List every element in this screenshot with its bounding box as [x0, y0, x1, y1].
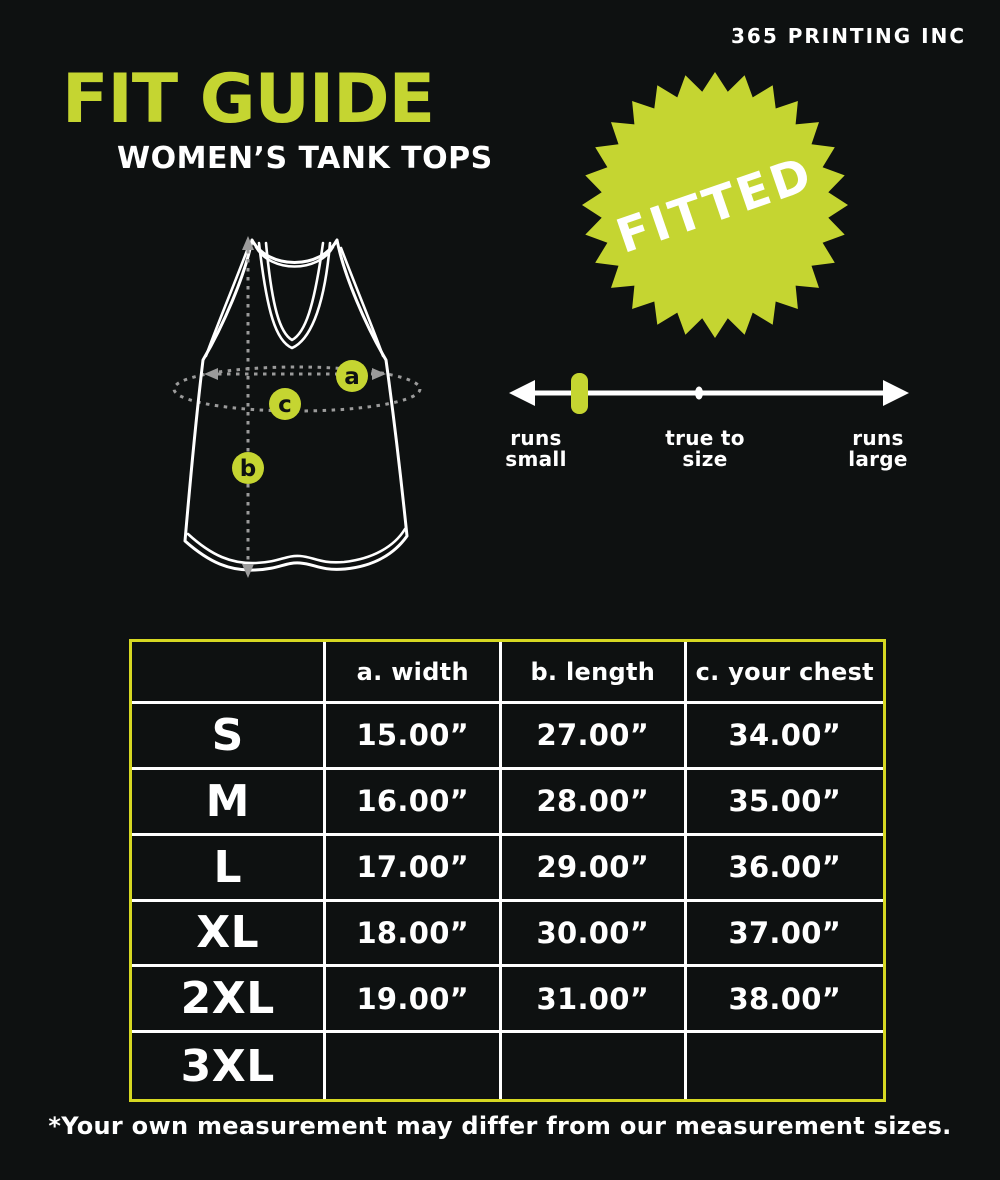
table-cell-length: 29.00”: [502, 836, 687, 902]
table-cell-width: 18.00”: [326, 902, 502, 968]
table-row-size: S: [132, 704, 326, 770]
width-arrow-left-icon: [204, 368, 218, 380]
table-cell-length: 31.00”: [502, 967, 687, 1033]
scale-label-line: small: [505, 447, 567, 471]
table-cell-length: [502, 1033, 687, 1099]
right-armhole-line: [341, 248, 383, 356]
table-cell-width: 19.00”: [326, 967, 502, 1033]
table-cell-width: [326, 1033, 502, 1099]
table-row-size: L: [132, 836, 326, 902]
scale-arrow-right-icon: [883, 380, 909, 406]
table-cell-chest: 34.00”: [687, 704, 883, 770]
measure-point-b-label: b: [239, 456, 257, 482]
scale-center-dot-icon: [695, 387, 703, 400]
size-table-header-length: b. length: [502, 642, 687, 704]
scale-label-line: runs: [510, 426, 562, 450]
page-title: FIT GUIDE: [62, 60, 435, 139]
table-cell-chest: 35.00”: [687, 770, 883, 836]
size-table: [129, 639, 886, 1102]
size-table-header-chest: c. your chest: [687, 642, 883, 704]
brand-text: 365 PRINTING INC: [730, 24, 966, 48]
tank-top-diagram: [168, 228, 438, 580]
measure-point-a: [336, 360, 368, 392]
scale-label-runs-small: [505, 428, 566, 470]
table-cell-length: 30.00”: [502, 902, 687, 968]
fit-marker: [571, 373, 588, 414]
scale-label-line: large: [848, 447, 908, 471]
table-cell-length: 27.00”: [502, 704, 687, 770]
measure-point-c-label: c: [278, 392, 292, 418]
left-armhole-line: [206, 248, 248, 356]
fitted-badge: [565, 55, 865, 355]
measure-point-a-label: a: [344, 364, 360, 390]
table-cell-chest: 37.00”: [687, 902, 883, 968]
page-subtitle: WOMEN’S TANK TOPS: [117, 141, 493, 176]
fit-scale: [503, 366, 915, 422]
table-cell-width: 15.00”: [326, 704, 502, 770]
fitted-badge-label: FITTED: [609, 146, 821, 265]
hem-trim-line: [188, 529, 405, 563]
width-arrow-right-icon: [372, 368, 386, 380]
table-cell-chest: [687, 1033, 883, 1099]
table-row-size: 3XL: [132, 1033, 326, 1099]
size-table-header-blank: [132, 642, 326, 704]
table-row-size: 2XL: [132, 967, 326, 1033]
table-cell-length: 28.00”: [502, 770, 687, 836]
size-table-header-width: a. width: [326, 642, 502, 704]
scale-label-true-to-size: [665, 428, 745, 470]
footnote: *Your own measurement may differ from our measurement sizes.: [48, 1112, 952, 1140]
table-row-size: XL: [132, 902, 326, 968]
table-cell-chest: 38.00”: [687, 967, 883, 1033]
racerback-outer-line: [259, 243, 330, 348]
scale-label-runs-large: [848, 428, 908, 470]
scale-arrow-left-icon: [509, 380, 535, 406]
scale-label-line: true to: [665, 426, 745, 450]
table-cell-chest: 36.00”: [687, 836, 883, 902]
scale-label-line: runs: [852, 426, 904, 450]
scale-label-line: size: [682, 447, 728, 471]
table-cell-width: 17.00”: [326, 836, 502, 902]
measure-point-c: [269, 388, 301, 420]
measure-point-b: [232, 452, 264, 484]
table-cell-width: 16.00”: [326, 770, 502, 836]
table-row-size: M: [132, 770, 326, 836]
